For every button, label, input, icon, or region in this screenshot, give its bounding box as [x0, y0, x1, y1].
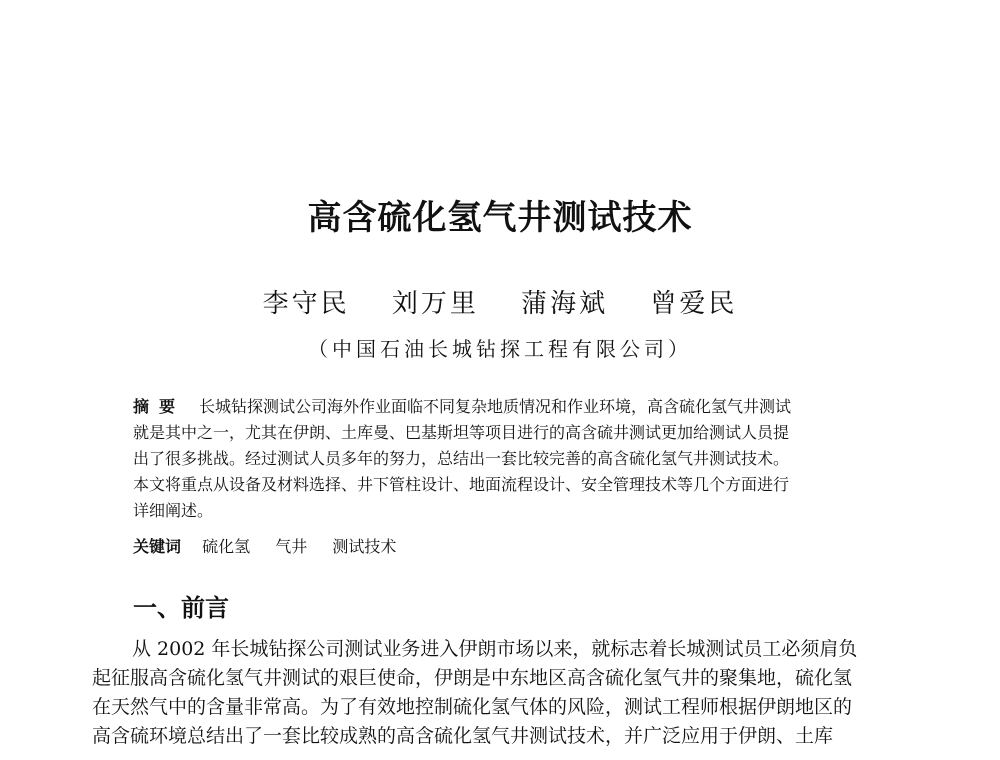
section-heading: 一、前言: [133, 594, 229, 622]
body-line: 从 2002 年长城钻探公司测试业务进入伊朗市场以来，就标志着长城测试员工必须肩负: [132, 638, 858, 660]
author-name: 曾爱民: [650, 289, 738, 319]
abstract-line: [133, 394, 868, 420]
affiliation: （中国石油长城钻探工程有限公司）: [308, 337, 692, 361]
paper-title: 高含硫化氢气井测试技术: [307, 198, 693, 238]
body-line: 起征服高含硫化氢气井测试的艰巨使命，伊朗是中东地区高含硫化氢气井的聚集地，硫化氢: [92, 667, 853, 689]
keyword: 硫化氢: [202, 537, 251, 556]
abstract-block: [133, 394, 868, 524]
keywords-block: [133, 534, 416, 557]
keywords-label: 关键词: [133, 537, 182, 556]
author-list: [0, 283, 1000, 320]
author-name: 刘万里: [391, 289, 479, 319]
abstract-label: 摘要: [133, 397, 186, 416]
abstract-line: 详细阐述。: [133, 501, 214, 520]
keyword: 测试技术: [332, 537, 397, 556]
keyword: 气井: [275, 537, 308, 556]
author-name: 蒲海斌: [521, 289, 609, 319]
abstract-line: 就是其中之一，尤其在伊朗、土库曼、巴基斯坦等项目进行的高含硫井测试更加给测试人员提: [133, 423, 790, 442]
abstract-line: 本文将重点从设备及材料选择、井下管柱设计、地面流程设计、安全管理技术等几个方面进行: [133, 475, 790, 494]
abstract-line: 出了很多挑战。经过测试人员多年的努力，总结出一套比较完善的高含硫化氢气井测试技术。: [133, 449, 790, 468]
body-line: 在天然气中的含量非常高。为了有效地控制硫化氢气体的风险，测试工程师根据伊朗地区的: [92, 696, 853, 718]
section-body: [92, 635, 912, 751]
author-name: 李守民: [262, 289, 350, 319]
body-line: 高含硫环境总结出了一套比较成熟的高含硫化氢气井测试技术，并广泛应用于伊朗、土库: [92, 725, 834, 747]
abstract-text: 长城钻探测试公司海外作业面临不同复杂地质情况和作业环境，高含硫化氢气井测试: [199, 397, 792, 416]
